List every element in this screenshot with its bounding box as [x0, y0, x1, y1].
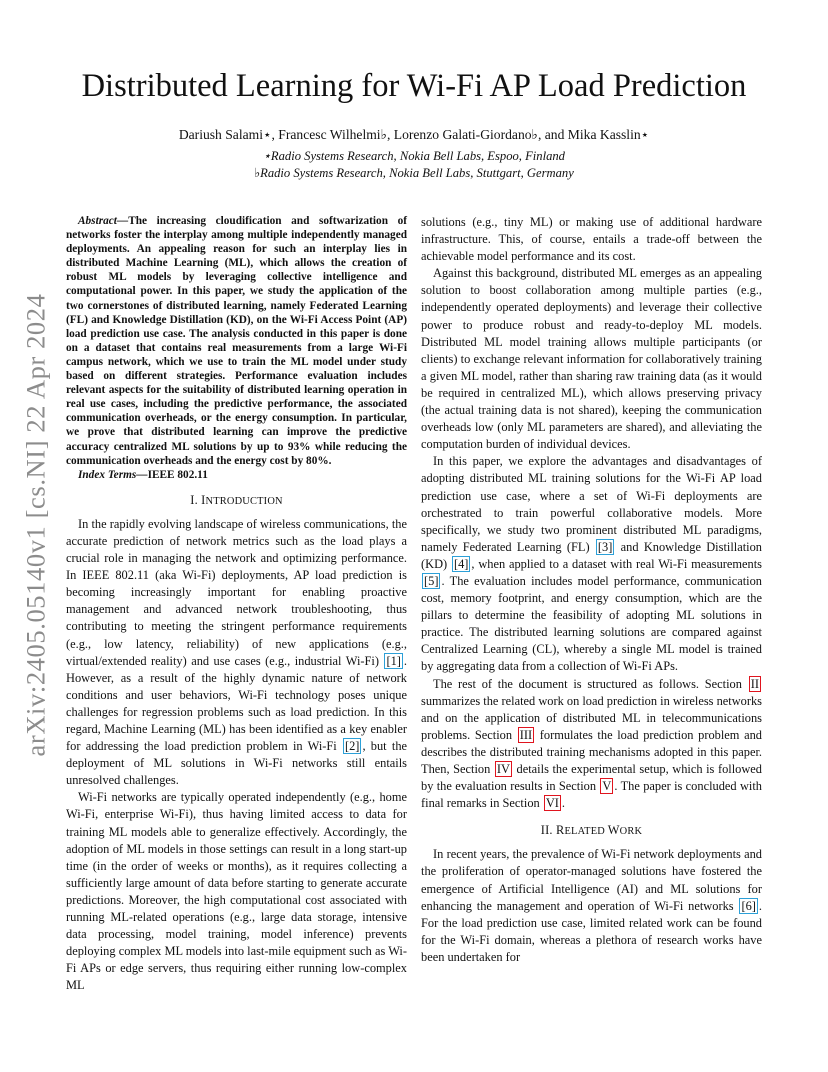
- left-column: [66, 214, 407, 995]
- index-terms: [66, 468, 407, 482]
- intro-paragraph-5: The rest of the document is structured as follows. Section II summarizes the related work on load prediction in wireless networks and on the application of distributed ML in telecommunications problems. Section III formulates the load prediction problem and describes the distributed training mechanisms adopted in this paper. Then, Section IV details the experimental setup, which is followed by the evaluation results in Section V . The paper is concluded with final remarks in Section VI .: [421, 676, 763, 811]
- author-list: Dariush Salami⋆, Francesc Wilhelmi♭, Lorenzo Galati-Giordano♭, and Mika Kasslin⋆: [178, 127, 650, 142]
- section-link[interactable]: V: [602, 779, 612, 794]
- intro-paragraph-4: In this paper, we explore the advantages and disadvantages of adopting distributed ML training solutions for the Wi-Fi AP load prediction use case, where a set of Wi-Fi deployments are orchestrated to train powerful collaborative models. More specifically, we study two prominent distributed ML paradigms, namely Federated Learning (FL) [3] and Knowledge Distillation (KD) [4] , when applied to a dataset with real Wi-Fi measurements [5] . The evaluation includes model performance, communication cost, memory footprint, and energy consumption, which are the pillars to determine the feasibility of adopting ML solutions in practice. The distributed learning solutions are compared against Centralized Learning (CL), whereby a single ML model is trained by aggregating data from a collection of Wi-Fi APs.: [421, 454, 762, 674]
- intro-paragraph-1: In the rapidly evolving landscape of wireless communications, the accurate prediction of network metrics such as the load plays a crucial role in managing the network and optimizing performance. In IEEE 802.11 (aka Wi-Fi) deployments, AP load prediction is becoming increasingly important for enabling proactive management and advanced network troubleshooting, thus contributing to meeting the stringent performance requirements (e.g., low latency, reliability) of new applications (e.g., virtual/extended reality) and use cases (e.g., industrial Wi-Fi) [1] . However, as a result of the highly dynamic nature of network conditions and user behaviors, Wi-Fi technology poses unique challenges for regression problems such as load prediction. In this regard, Machine Learning (ML) has been identified as a key enabler for addressing the load prediction problem in Wi-Fi [2] , but the deployment of ML solutions in Wi-Fi networks still entails unresolved challenges.: [66, 516, 408, 788]
- intro-paragraph-3: Against this background, distributed ML emerges as an appealing solution to boost collaboration among multiple parties (e.g., independently operated deployments) and leverage their collective power to produce robust and ready-to-deploy ML models. Distributed ML model training allows multiple participants (or clients) to exchange relevant information for collaboratively training a given ML model, rather than sharing raw training data (as it would be required in centralized ML), which allows preserving privacy (the actual training data is not shared), keeping the communication overheads low (only ML parameters are shared), and alleviating the computation burden of individual devices.: [421, 266, 762, 452]
- section-heading-related-work: II. RELATED WORK: [540, 823, 643, 838]
- citation-link[interactable]: [1]: [386, 653, 401, 668]
- section-heading-introduction: I. INTRODUCTION: [190, 492, 283, 507]
- citation-link[interactable]: [6]: [741, 898, 756, 913]
- index-terms-text: IEEE 802.11: [147, 468, 208, 481]
- affiliation-1: ⋆Radio Systems Research, Nokia Bell Labs, Espoo, Finland: [263, 149, 565, 163]
- citation-link[interactable]: [2]: [344, 739, 360, 754]
- section-link[interactable]: IV: [496, 762, 510, 776]
- intro-paragraph-2-continued: solutions (e.g., tiny ML) or making use of additional hardware infrastructure. This, of course, entails a trade-off between the achievable model performance and its cost.: [421, 215, 762, 264]
- citation-link[interactable]: [4]: [453, 556, 469, 571]
- paper-title: Distributed Learning for Wi-Fi AP Load Prediction: [81, 68, 747, 104]
- related-paragraph-1: In recent years, the prevalence of Wi-Fi network deployments and the proliferation of operator-managed solutions have fostered the emergence of Artificial Intelligence (AI) and ML solutions for enhancing the management and operation of Wi-Fi networks [6] . For the load prediction use case, limited related work can be found for the Wi-Fi domain, whereas a plethora of research works have been undertaken for: [421, 847, 762, 964]
- abstract-label: Abstract—: [78, 215, 129, 227]
- citation-link[interactable]: [5]: [424, 573, 439, 588]
- section-link[interactable]: III: [519, 727, 533, 742]
- section-link[interactable]: II: [750, 676, 759, 691]
- citation-link[interactable]: [3]: [597, 539, 613, 554]
- arxiv-sidebar: [20, 290, 52, 760]
- section-link[interactable]: VI: [545, 796, 559, 811]
- right-column: [421, 214, 762, 966]
- index-terms-label: Index Terms—: [78, 468, 148, 481]
- arxiv-identifier: arXiv:2405.05140v1 [cs.NI] 22 Apr 2024: [20, 293, 51, 757]
- affiliation-2: ♭Radio Systems Research, Nokia Bell Labs, Stuttgart, Germany: [254, 166, 574, 180]
- abstract-text: The increasing cloudification and softwarization of networks foster the interplay among multiple independently managed deployments. An appealing reason for such an interplay lies in distributed Machine Learning (ML), which allows the creation of robust ML models by leveraging collective intelligence and computational power. In this paper, we study the application of the two cornerstones of distributed learning, namely Federated Learning (FL) and Knowledge Distillation (KD), on the Wi-Fi Access Point (AP) load prediction use case. The analysis conducted in this paper is done on a dataset that contains real measurements from a large Wi-Fi campus network, which we use to train the ML model under study based on different strategies. Performance evaluation includes relevant aspects for the suitability of distributed learning operation in real use cases, including the predictive performance, the associated communication overheads, or the energy consumption. In particular, we prove that distributed learning can improve the predictive accuracy centralized ML solutions by up to 93% while reducing the communication overheads and the energy cost by 80%.: [66, 215, 407, 467]
- intro-paragraph-2: Wi-Fi networks are typically operated independently (e.g., home Wi-Fi, enterprise Wi-Fi), thus having limited access to data for training ML models able to generalize effectively. Accordingly, the adoption of ML models in those settings can result in a long start-up time (in the order of weeks or months), as it requires collecting a sufficiently large amount of data before starting to generate accurate predictions. Moreover, the high computational cost associated with running ML-related operations (e.g., large data storage, intensive data processing, model training, model inference) prevents deploying complex ML models into last-mile equipment such as Wi-Fi APs or edge servers, thus requiring either running low-complex ML: [66, 790, 407, 993]
- abstract: [66, 214, 407, 468]
